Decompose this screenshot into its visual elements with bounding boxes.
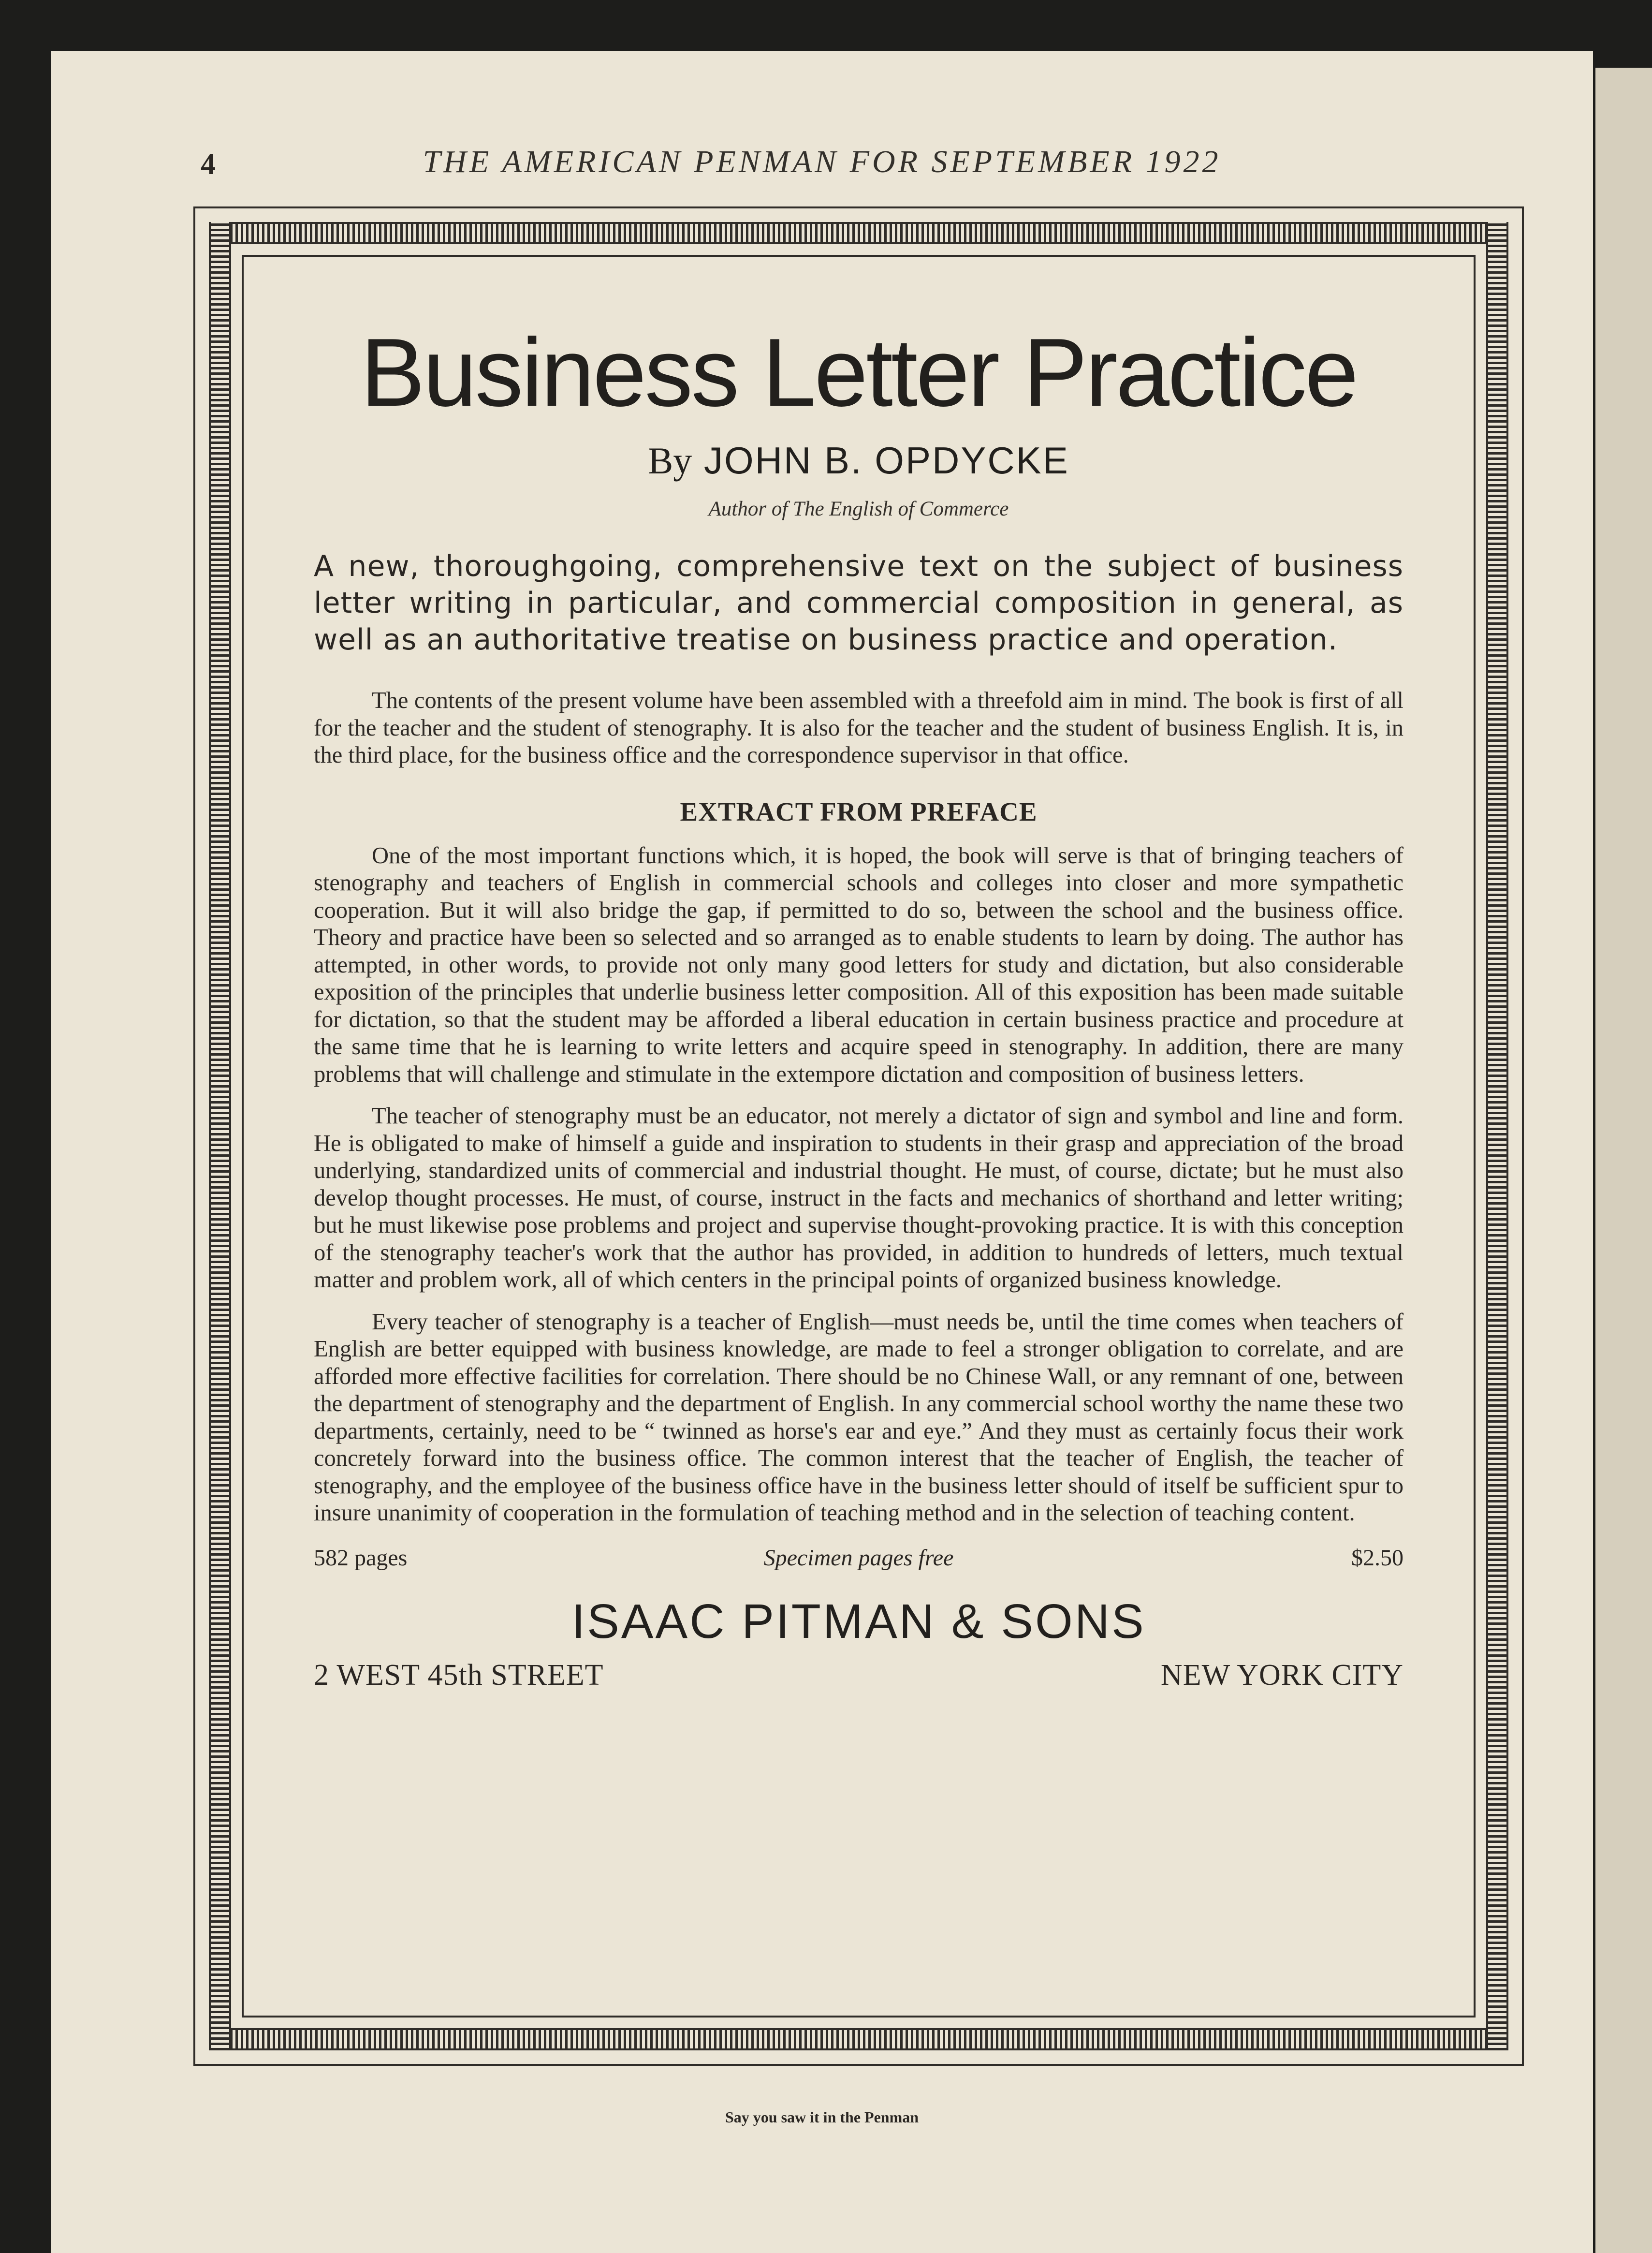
preface-paragraph: Every teacher of stenography is a teacher of English—must needs be, until the time comes when teachers of English are better equipped with business knowledge, are made to feel a stronger obligation to correlate, and are afforded more effective facilities for correlation. There should be no Chinese Wall, or any remnant of one, between the department of stenography and the department of English. In any commercial school worthy the name these two departments, certainly, need to be “ twinned as horse's ear and eye.” And they must as certainly focus their work concretely forward into the business office. The common interest that the teacher of English, the teacher of stenography, and the employee of the business office have in the business letter should of itself be sufficient spur to insure unanimity of cooperation in the formulation of teaching method and in the selection of teaching content. xyxy=(314,1309,1403,1526)
lead-paragraph: A new, thoroughgoing, comprehensive text on the subject of business letter writing in particular, and commercial composition in general, as well as an authoritative treatise on business practice and operation. xyxy=(314,549,1403,657)
book-details xyxy=(314,1545,1403,1574)
magazine-page xyxy=(51,51,1593,2253)
author-credit: Author of The English of Commerce xyxy=(708,498,1009,520)
journal-title: THE AMERICAN PENMAN FOR SEPTEMBER 1922 xyxy=(423,144,1221,179)
decorative-border-top xyxy=(209,222,1508,244)
price: $2.50 xyxy=(1351,1545,1403,1571)
footer-line: Say you saw it in the Penman xyxy=(725,2108,919,2126)
book-title: Business Letter Practice xyxy=(360,319,1357,427)
advertisement xyxy=(242,255,1476,2017)
author-name: JOHN B. OPDYCKE xyxy=(703,439,1069,482)
byline-prefix: By xyxy=(648,440,692,482)
page-number: 4 xyxy=(201,148,216,181)
intro-paragraph: The contents of the present volume have been assembled with a threefold aim in mind. The book is first of all for the teacher and the student of stenography. It is also for the teacher and the student of business English. It is, in the third place, for the business office and the correspondence supervisor in that office. xyxy=(314,688,1403,768)
advertisement-frame xyxy=(193,206,1524,2066)
decorative-border-right xyxy=(1486,222,1508,2050)
advertisement-content xyxy=(314,257,1403,1692)
publisher-name: ISAAC PITMAN & SONS xyxy=(571,1594,1146,1649)
street-address: 2 WEST 45th STREET xyxy=(314,1658,604,1692)
city: NEW YORK CITY xyxy=(1160,1658,1403,1692)
preface-paragraph: One of the most important functions which, it is hoped, the book will serve is that of bringing teachers of stenography and teachers of English in commercial schools and colleges into closer and more sympathetic cooperation. But it will also bridge the gap, if permitted to do so, between the school and the business office. Theory and practice have been so selected and so arranged as to enable students to learn by doing. The author has attempted, in other words, to provide not only many good letters for study and dictation, but also considerable exposition of the principles that underlie business letter composition. All of this exposition has been made suitable for dictation, so that the student may be afforded a liberal education in certain business practice and procedure at the same time that he is learning to write letters and acquire speed in stenography. In addition, there are many problems that will challenge and stimulate in the extempore dictation and composition of business letters. xyxy=(314,842,1403,1087)
preface-paragraph: The teacher of stenography must be an educator, not merely a dictator of sign and symbol and line and form. He is obligated to make of himself a guide and inspiration to students in their grasp and appreciation of the broad underlying, standardized units of commercial and industrial thought. He must, of course, dictate; but he must also develop thought processes. He must, of course, instruct in the facts and mechanics of shorthand and letter writing; but he must likewise pose problems and project and supervise thought-provoking practice. It is with this conception of the stenography teacher's work that the author has provided, in addition to hundreds of letters, much textual matter and problem work, all of which centers in the principal points of organized business knowledge. xyxy=(314,1103,1403,1293)
facing-page-edge xyxy=(1595,68,1652,2253)
specimen-note: Specimen pages free xyxy=(763,1545,954,1571)
decorative-border-left xyxy=(209,222,231,2050)
running-head xyxy=(51,138,1593,191)
byline xyxy=(314,439,1403,483)
page-count: 582 pages xyxy=(314,1545,408,1571)
publisher-address xyxy=(314,1658,1403,1692)
decorative-border-bottom xyxy=(209,2028,1508,2050)
preface-heading: EXTRACT FROM PREFACE xyxy=(680,796,1038,826)
